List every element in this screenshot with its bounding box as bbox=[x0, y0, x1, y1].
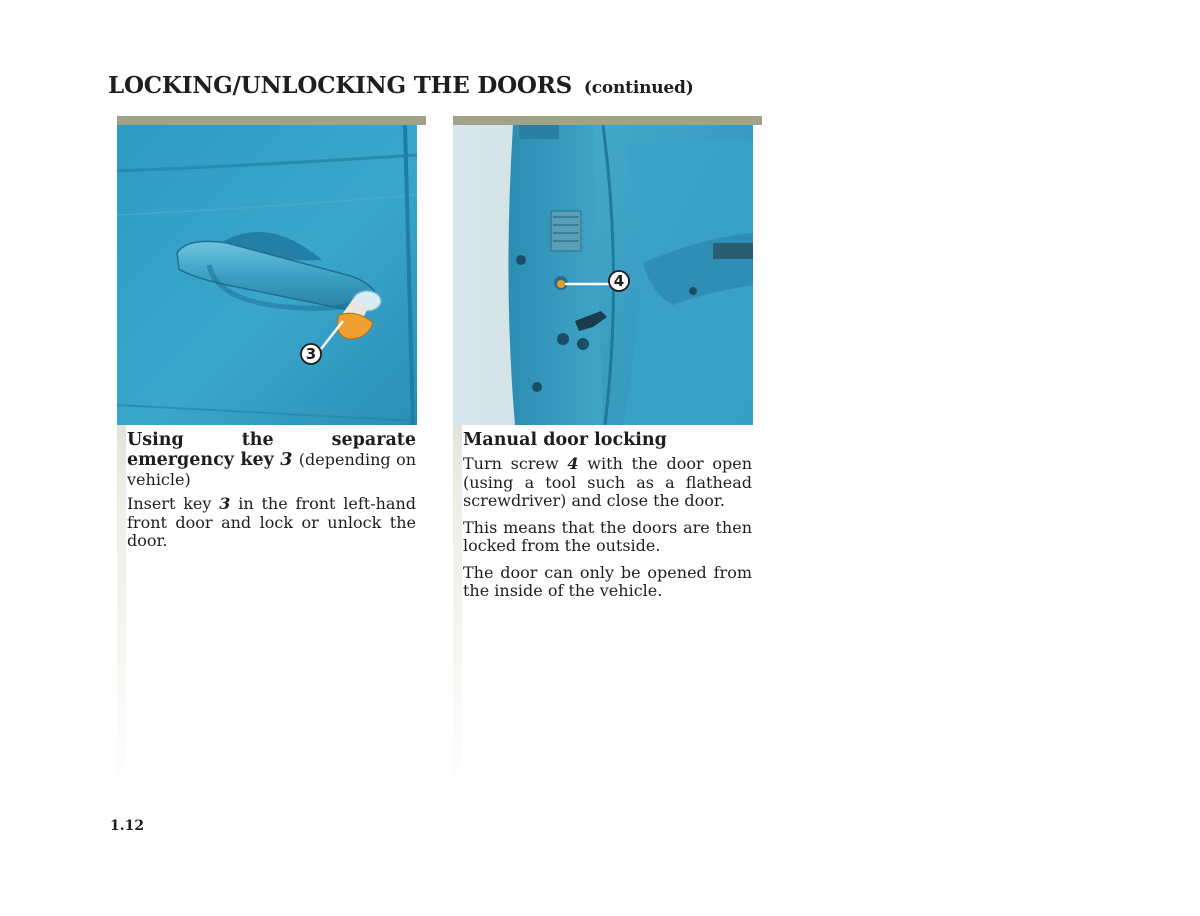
page-number: 1.12 bbox=[110, 818, 145, 834]
emergency-key-body-prefix: Insert key bbox=[127, 494, 212, 513]
manual-locking-screw-ref: 4 bbox=[567, 454, 579, 473]
manual-locking-p1-suffix: with the door open (using a tool such as a flathead screwdriver) and close the door. bbox=[463, 454, 753, 510]
door-handle-photo bbox=[117, 125, 417, 425]
page-title-main: LOCKING/UNLOCKING THE DOORS bbox=[108, 72, 573, 99]
emergency-key-body-ref: 3 bbox=[219, 494, 231, 513]
emergency-key-ref: 3 bbox=[280, 450, 293, 470]
emergency-key-paragraph bbox=[127, 495, 416, 551]
emergency-key-body-suffix: in the front left-hand front door and lock or unlock the door. bbox=[127, 494, 416, 550]
right-column bbox=[444, 116, 762, 806]
page-title bbox=[108, 72, 694, 99]
left-column-frame bbox=[117, 116, 426, 125]
emergency-key-heading-text: Using the separate emergency key bbox=[127, 430, 416, 470]
left-text bbox=[127, 430, 416, 551]
manual-locking-p1-prefix: Turn screw bbox=[463, 454, 559, 473]
manual-locking-paragraph-3: The door can only be opened from the inside of the vehicle. bbox=[463, 562, 752, 600]
emergency-key-heading bbox=[127, 430, 416, 490]
page-title-suffix: (continued) bbox=[583, 78, 694, 98]
callout-4-label: 4 bbox=[613, 272, 625, 290]
emergency-key-note: (depending on vehicle) bbox=[127, 450, 417, 489]
manual-locking-heading: Manual door locking bbox=[463, 430, 667, 450]
manual-locking-paragraph-1 bbox=[463, 455, 752, 511]
door-edge-photo bbox=[453, 125, 753, 425]
callout-3-label: 3 bbox=[305, 345, 317, 363]
left-column bbox=[108, 116, 426, 806]
right-text bbox=[463, 430, 752, 601]
manual-locking-paragraph-2: This means that the doors are then locked from the outside. bbox=[463, 517, 752, 555]
right-column-frame bbox=[453, 116, 762, 125]
